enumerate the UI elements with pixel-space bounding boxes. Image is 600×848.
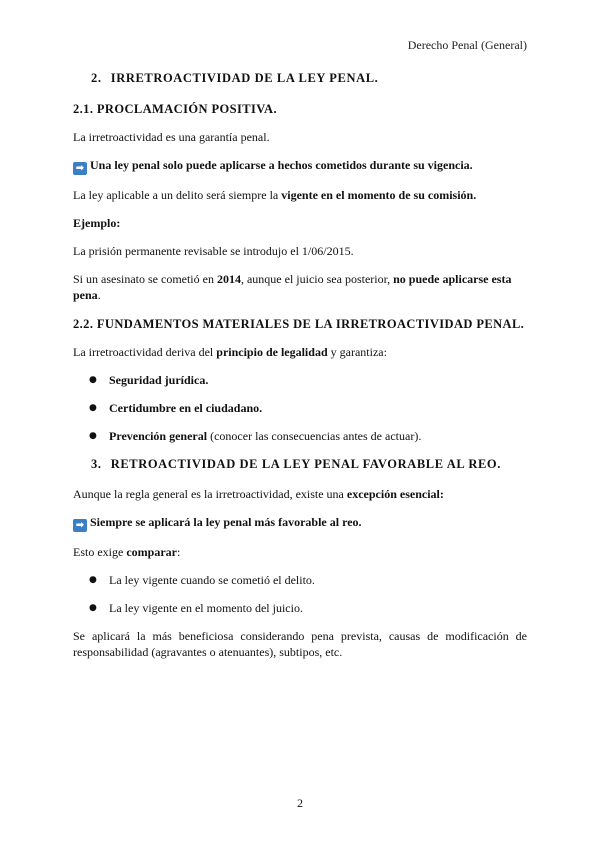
highlight-paragraph (73, 157, 527, 175)
bold-text: excepción esencial: (346, 487, 444, 501)
section-3-number: 3. (91, 457, 102, 471)
text: y garantiza: (327, 345, 387, 359)
bold-text: 2014 (216, 272, 241, 286)
bullet-icon: ● (89, 431, 97, 441)
paragraph (73, 187, 527, 203)
bullet-list (73, 572, 527, 616)
section-2-1-heading: 2.1. PROCLAMACIÓN POSITIVA. (73, 102, 277, 116)
text: : (176, 545, 181, 559)
text: . (97, 288, 101, 302)
text: , aunque el juicio sea posterior, (240, 272, 394, 286)
bullet-icon: ● (89, 403, 97, 413)
example-label: Ejemplo: (73, 216, 121, 230)
section-3-heading (91, 456, 527, 474)
highlight-text: Siempre se aplicará la ley penal más favorable al reo. (90, 515, 362, 529)
paragraph: La prisión permanente revisable se introdujo el 1/06/2015. (73, 244, 354, 258)
text: (conocer las consecuencias antes de actuar). (207, 429, 422, 443)
right-arrow-icon: ➡ (73, 519, 87, 532)
paragraph: La irretroactividad es una garantía penal. (73, 130, 270, 144)
bold-text: vigente en el momento de su comisión. (281, 188, 477, 202)
bullet-icon: ● (89, 375, 97, 385)
text: Aunque la regla general es la irretroactividad, existe una (73, 487, 347, 501)
bullet-icon: ● (89, 603, 97, 613)
paragraph: Se aplicará la más beneficiosa considerando pena prevista, causas de modificación de responsabilidad (agravantes o atenuantes), subtipos, etc. (73, 629, 527, 659)
list-item (73, 572, 527, 588)
highlight-text: Una ley penal solo puede aplicarse a hechos cometidos durante su vigencia. (90, 158, 473, 172)
list-item (73, 600, 527, 616)
bold-text: principio de legalidad (216, 345, 328, 359)
paragraph (73, 271, 527, 303)
paragraph (73, 344, 527, 360)
bold-text: comparar (126, 545, 177, 559)
section-2-heading (91, 70, 527, 88)
text: La ley vigente en el momento del juicio. (109, 601, 303, 615)
paragraph (73, 544, 527, 560)
text: Esto exige (73, 545, 127, 559)
bold-text: Seguridad jurídica. (109, 373, 209, 387)
bullet-icon: ● (89, 575, 97, 585)
running-header: Derecho Penal (General) (407, 38, 527, 52)
text: Si un asesinato se cometió en (73, 272, 217, 286)
text: La ley aplicable a un delito será siempre la (73, 188, 282, 202)
section-2-title: IRRETROACTIVIDAD DE LA LEY PENAL. (110, 71, 379, 85)
list-item (73, 400, 527, 416)
bold-text: Prevención general (109, 429, 208, 443)
page-content (73, 70, 527, 660)
right-arrow-icon: ➡ (73, 162, 87, 175)
paragraph (73, 486, 527, 502)
bold-text: Certidumbre en el ciudadano. (109, 401, 263, 415)
section-2-2-heading: 2.2. FUNDAMENTOS MATERIALES DE LA IRRETROACTIVIDAD PENAL. (73, 317, 525, 331)
text: La ley vigente cuando se cometió el delito. (109, 573, 315, 587)
section-2-number: 2. (91, 71, 102, 85)
bold-text: no puede aplicarse esta pena (73, 272, 512, 302)
page-number: 2 (297, 796, 303, 810)
list-item (73, 372, 527, 388)
list-item (73, 428, 527, 444)
section-3-title: RETROACTIVIDAD DE LA LEY PENAL FAVORABLE AL REO. (110, 457, 501, 471)
highlight-paragraph (73, 514, 527, 532)
bullet-list (73, 372, 527, 444)
text: La irretroactividad deriva del (73, 345, 217, 359)
